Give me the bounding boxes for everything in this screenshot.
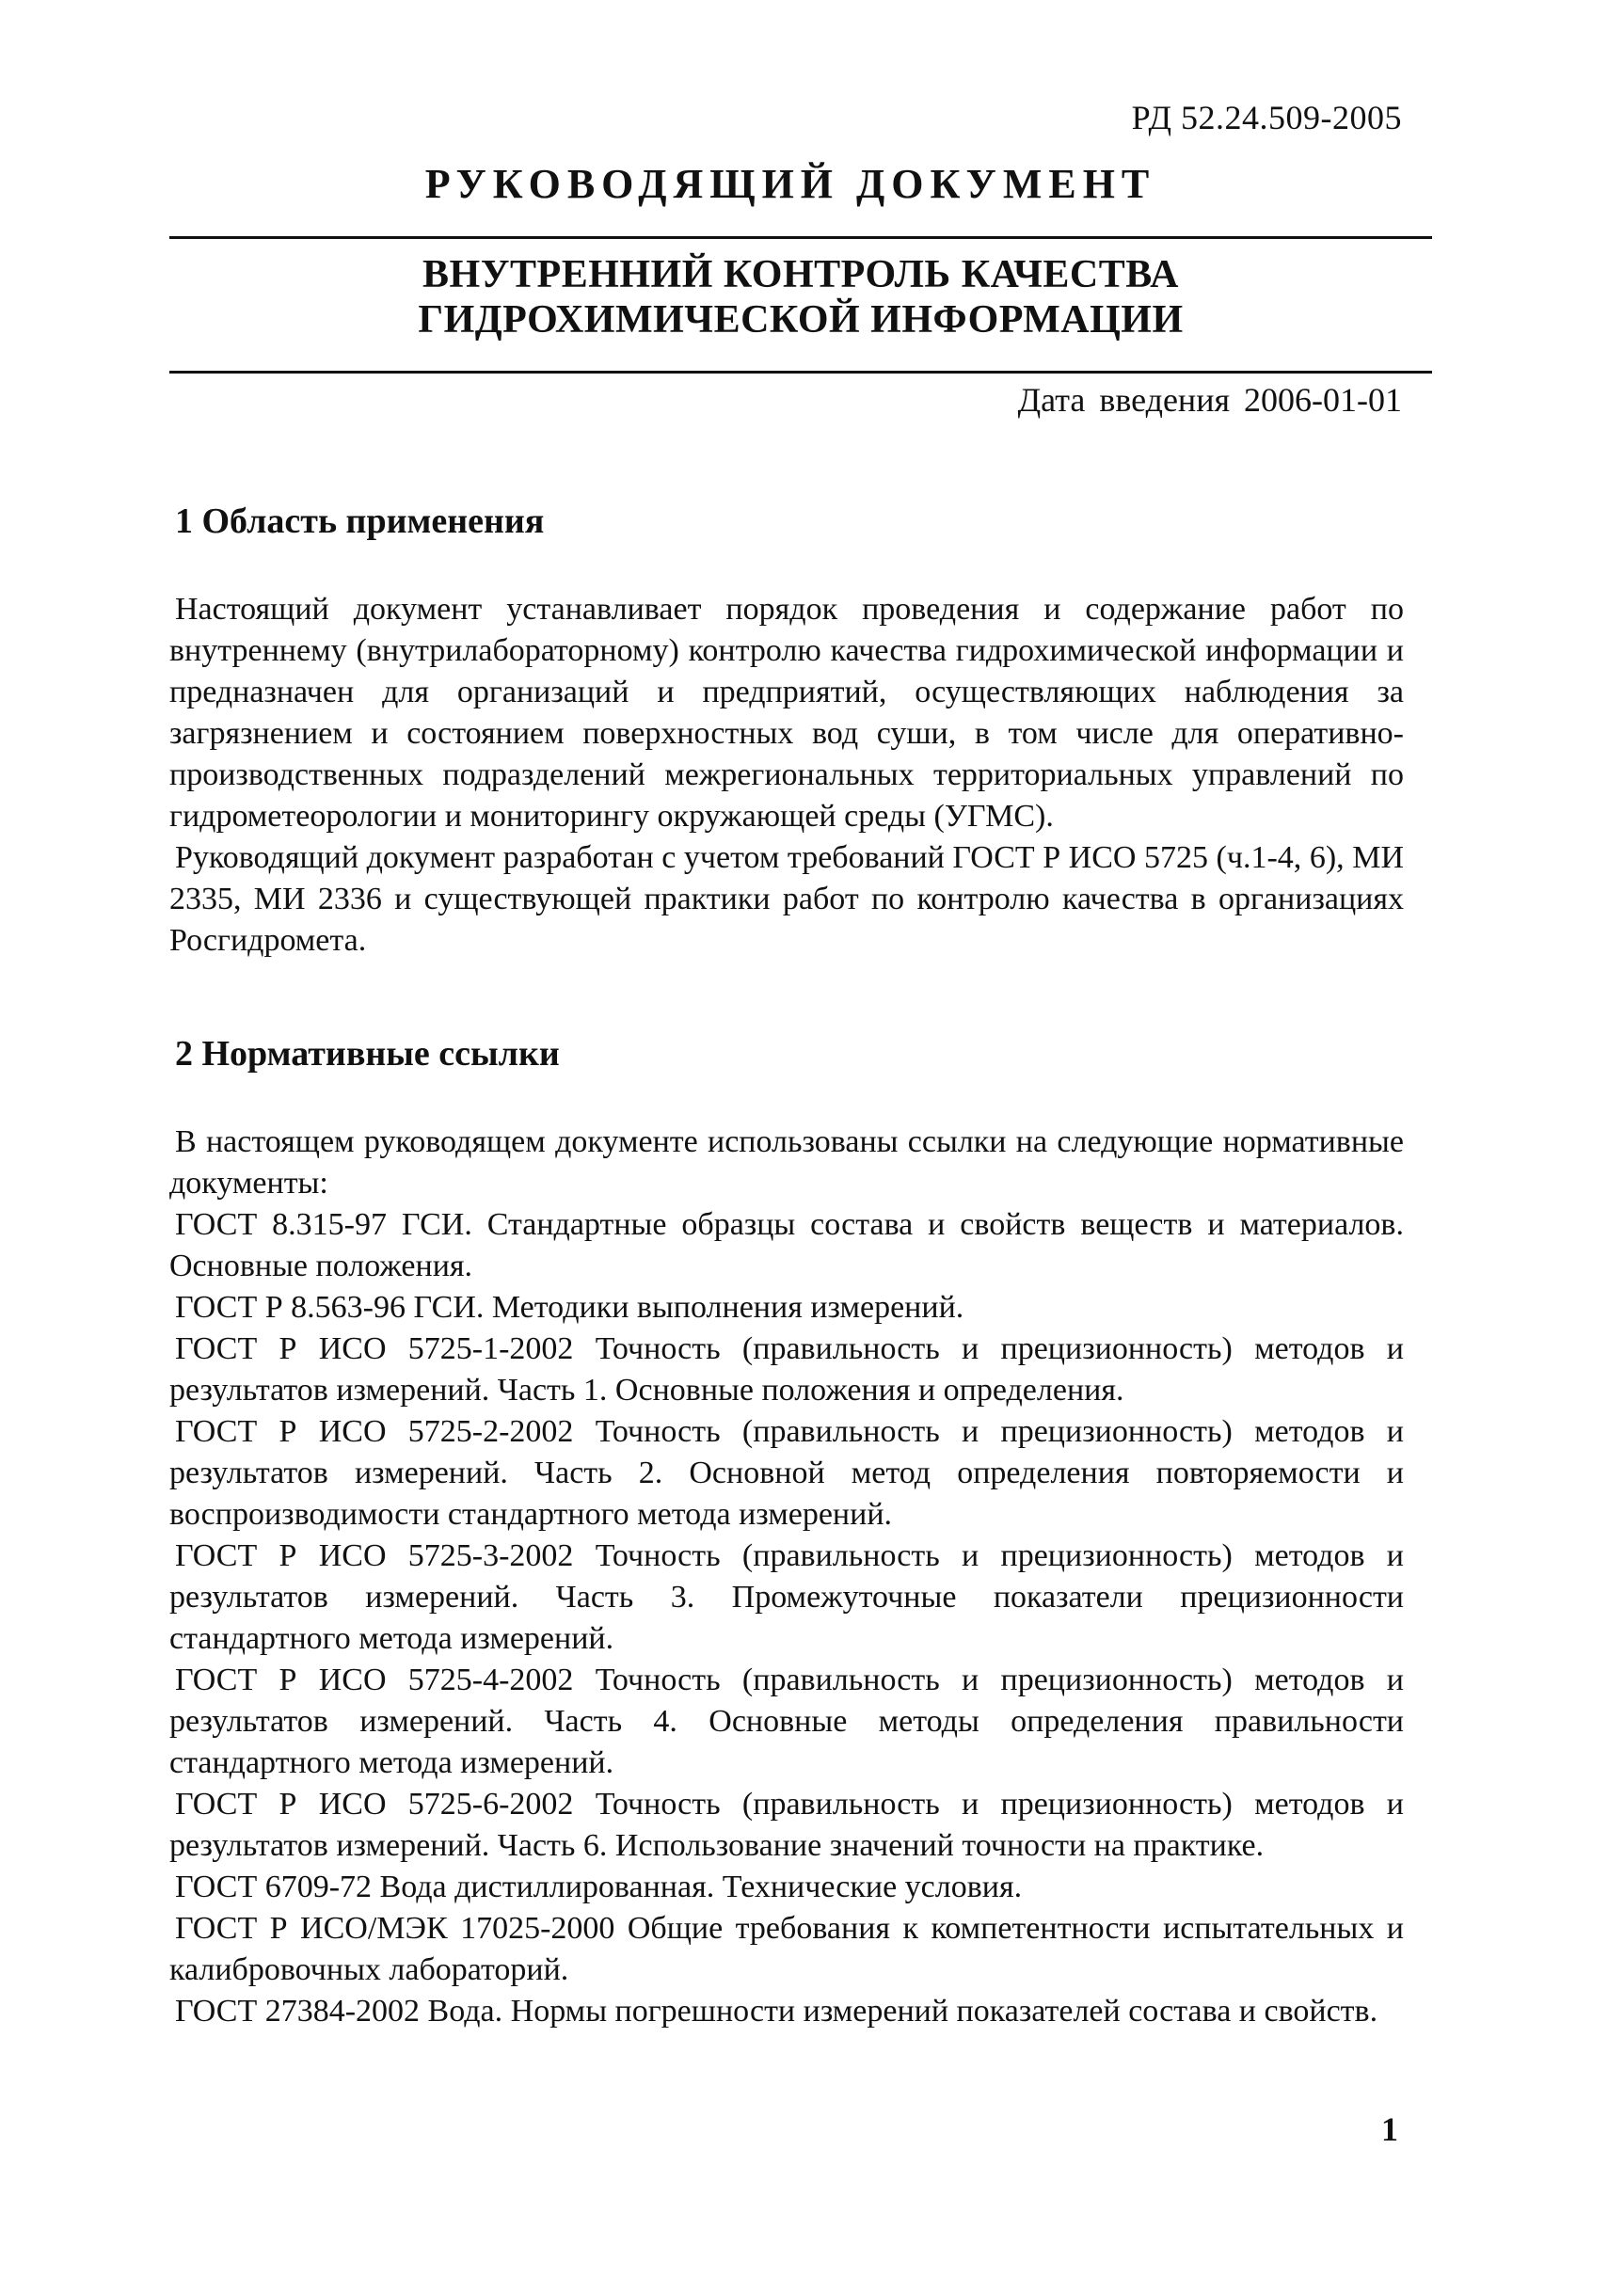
- reference-item: ГОСТ Р ИСО/МЭК 17025-2000 Общие требования к компетентности испытательных и калибровочных лабораторий.: [169, 1911, 1404, 1987]
- bottom-divider: [169, 371, 1432, 374]
- document-title: [169, 252, 1432, 342]
- title-line-1: ВНУТРЕННИЙ КОНТРОЛЬ КАЧЕСТВА: [422, 253, 1179, 296]
- reference-item: ГОСТ 8.315-97 ГСИ. Стандартные образцы состава и свойств веществ и материалов. Основные положения.: [169, 1207, 1404, 1283]
- title-line-2: ГИДРОХИМИЧЕСКОЙ ИНФОРМАЦИИ: [418, 298, 1184, 342]
- section-1-body: [169, 589, 1404, 962]
- references-intro: В настоящем руководящем документе использованы ссылки на следующие нормативные документы:: [169, 1124, 1404, 1201]
- reference-item: ГОСТ Р ИСО 5725-6-2002 Точность (правильность и прецизионность) методов и результатов измерений. Часть 6. Использование значений точности на практике.: [169, 1787, 1404, 1863]
- reference-item: ГОСТ 27384-2002 Вода. Нормы погрешности измерений показателей состава и свойств.: [175, 1994, 1378, 2029]
- section-2-body: [169, 1122, 1404, 2032]
- reference-item: ГОСТ Р ИСО 5725-3-2002 Точность (правильность и прецизионность) методов и результатов измерений. Часть 3. Промежуточные показатели прецизионности стандартного метода измерений.: [169, 1538, 1404, 1656]
- scope-paragraph-2: Руководящий документ разработан с учетом требований ГОСТ Р ИСО 5725 (ч.1-4, 6), МИ 2335, МИ 2336 и существующей практики работ по контролю качества в организациях Росгидромета.: [169, 840, 1404, 958]
- top-divider: [169, 236, 1432, 239]
- reference-item: ГОСТ 6709-72 Вода дистиллированная. Технические условия.: [175, 1870, 1023, 1904]
- reference-item: ГОСТ Р ИСО 5725-4-2002 Точность (правильность и прецизионность) методов и результатов измерений. Часть 4. Основные методы определения правильности стандартного метода измерений.: [169, 1663, 1404, 1780]
- section-2-heading: 2 Нормативные ссылки: [175, 1034, 560, 1074]
- introduction-date: Дата введения 2006-01-01: [1017, 381, 1402, 419]
- document-code: РД 52.24.509-2005: [1131, 99, 1402, 136]
- reference-item: ГОСТ Р ИСО 5725-2-2002 Точность (правильность и прецизионность) методов и результатов измерений. Часть 2. Основной метод определения повторяемости и воспроизводимости стандартного метода измерений.: [169, 1414, 1404, 1532]
- section-1-heading: 1 Область применения: [175, 501, 545, 541]
- reference-item: ГОСТ Р ИСО 5725-1-2002 Точность (правильность и прецизионность) методов и результатов измерений. Часть 1. Основные положения и определения.: [169, 1331, 1404, 1408]
- reference-item: ГОСТ Р 8.563-96 ГСИ. Методики выполнения измерений.: [175, 1290, 964, 1325]
- page-number: 1: [1381, 2110, 1398, 2148]
- document-type: РУКОВОДЯЩИЙ ДОКУМЕНТ: [424, 161, 1156, 207]
- scope-paragraph-1: Настоящий документ устанавливает порядок проведения и содержание работ по внутреннему (внутрилабораторному) контролю качества гидрохимической информации и предназначен для организаций и предприятий, осуществляющих наблюдения за загрязнением и состоянием поверхностных вод суши, в том числе для оперативно-производственных подразделений межрегиональных территориальных управлений по гидрометеорологии и мониторингу окружающей среды (УГМС).: [169, 592, 1404, 834]
